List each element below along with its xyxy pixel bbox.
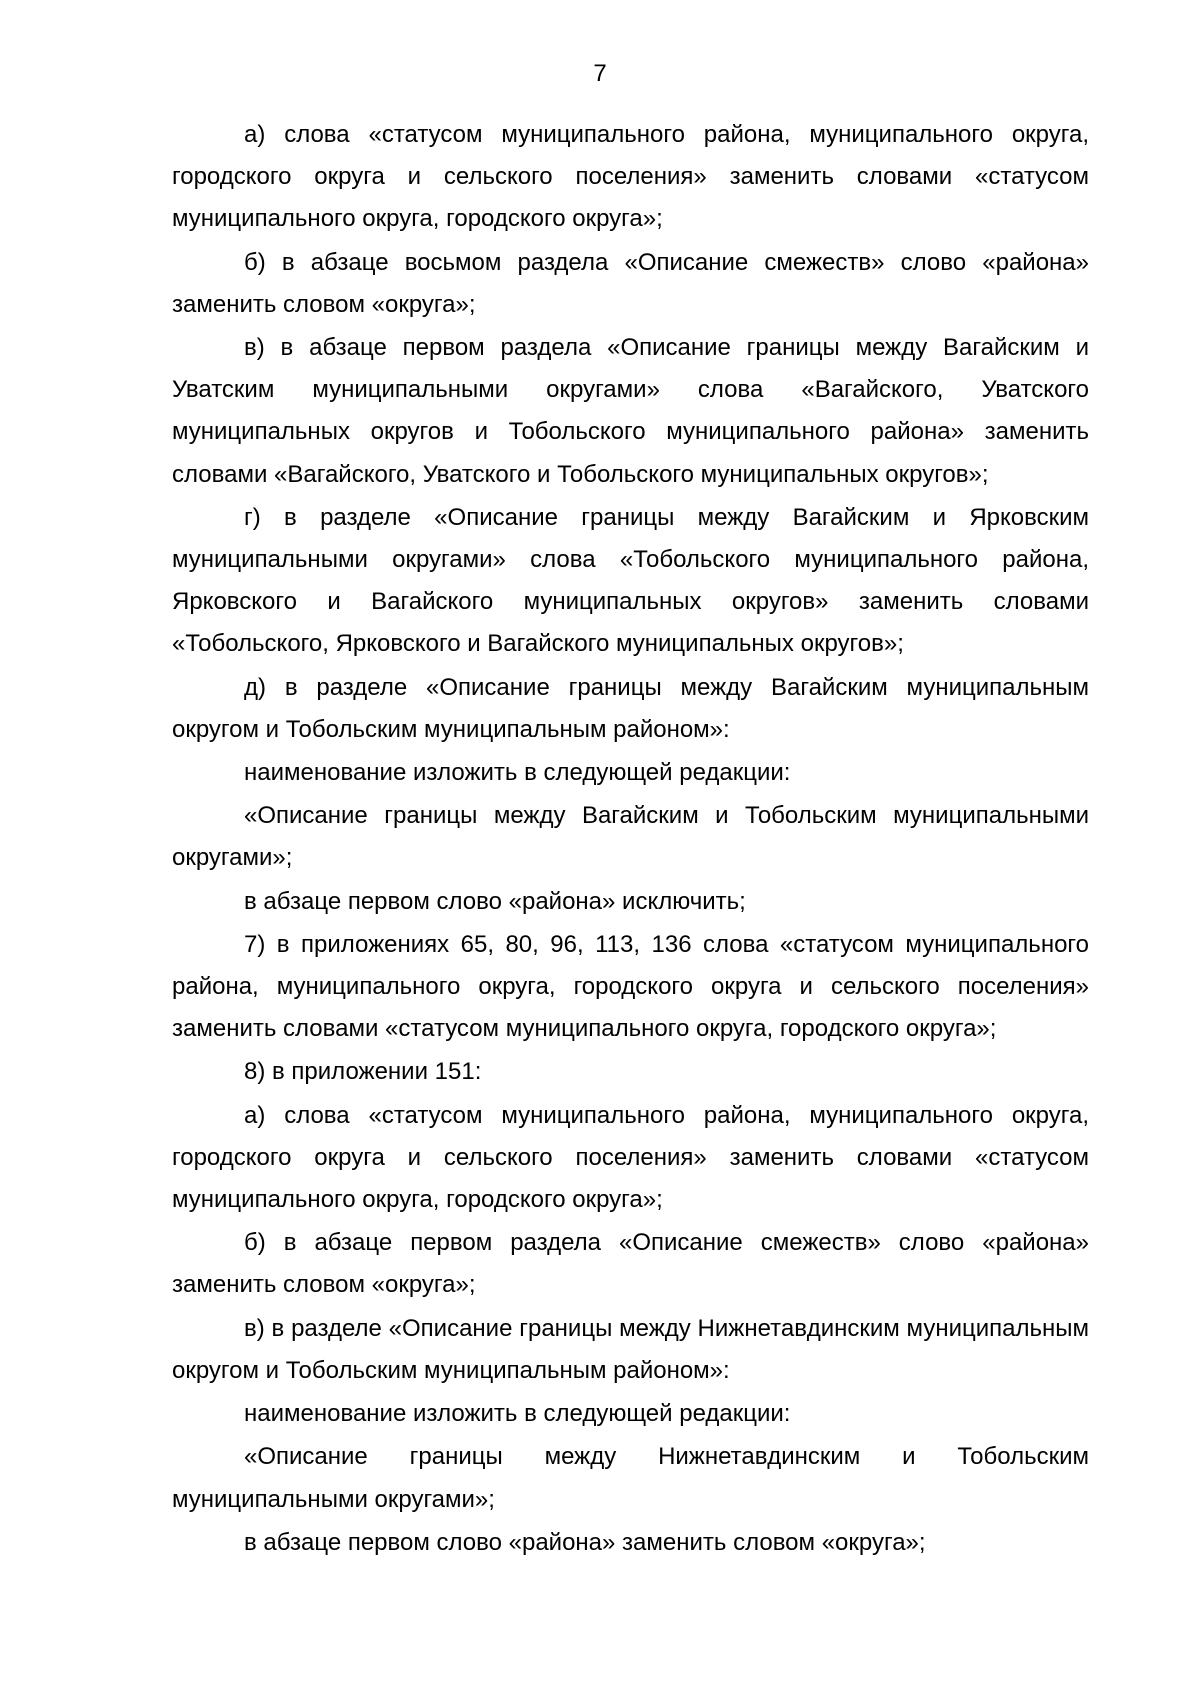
paragraph: а) слова «статусом муниципального района, муниципального округа, городского округа и сельского поселения» заменить словами «статусом муниципального округа, городского округа»; (172, 1101, 1089, 1214)
paragraph: д) в разделе «Описание границы между Вагайским муниципальным округом и Тобольским муниципальным районом»: (172, 673, 1089, 743)
paragraph: а) слова «статусом муниципального района, муниципального округа, городского округа и сельского поселения» заменить словами «статусом муниципального округа, городского округа»; (172, 121, 1089, 233)
paragraph: 8) в приложении 151: (244, 1058, 482, 1086)
paragraph: наименование изложить в следующей редакции: (244, 759, 791, 787)
paragraph: «Описание границы между Нижнетавдинским и Тобольским муниципальными округами»; (172, 1443, 1089, 1513)
paragraph: наименование изложить в следующей редакции: (244, 1400, 791, 1428)
paragraph: в) в разделе «Описание границы между Нижнетавдинским муниципальным округом и Тобольским муниципальным районом»: (172, 1314, 1089, 1384)
paragraph: в абзаце первом слово «района» заменить словом «округа»; (244, 1528, 926, 1556)
paragraph: 7) в приложениях 65, 80, 96, 113, 136 слова «статусом муниципального района, муниципального округа, городского округа и сельского поселения» заменить словами «статусом муниципального округа, городского округа»; (172, 930, 1089, 1043)
paragraph: в) в абзаце первом раздела «Описание границы между Вагайским и Уватским муниципальными округами» слова «Вагайского, Уватского муниципальных округов и Тобольского муниципального района» заменить словами «Вагайского, Уватского и Тобольского муниципальных округов»; (172, 334, 1089, 488)
paragraph: в абзаце первом слово «района» исключить; (244, 887, 746, 915)
paragraph: б) в абзаце восьмом раздела «Описание смежеств» слово «района» заменить словом «округа»; (172, 248, 1089, 318)
paragraph: «Описание границы между Вагайским и Тобольским муниципальными округами»; (172, 802, 1089, 872)
document-body (172, 114, 1089, 1565)
paragraph: г) в разделе «Описание границы между Вагайским и Ярковским муниципальными округами» слова «Тобольского муниципального района, Ярковского и Вагайского муниципальных округов» заменить словами «Тобольского, Ярковского и Вагайского муниципальных округов»; (172, 503, 1089, 658)
paragraph: б) в абзаце первом раздела «Описание смежеств» слово «района» заменить словом «округа»; (172, 1229, 1089, 1299)
page-number: 7 (593, 60, 607, 87)
